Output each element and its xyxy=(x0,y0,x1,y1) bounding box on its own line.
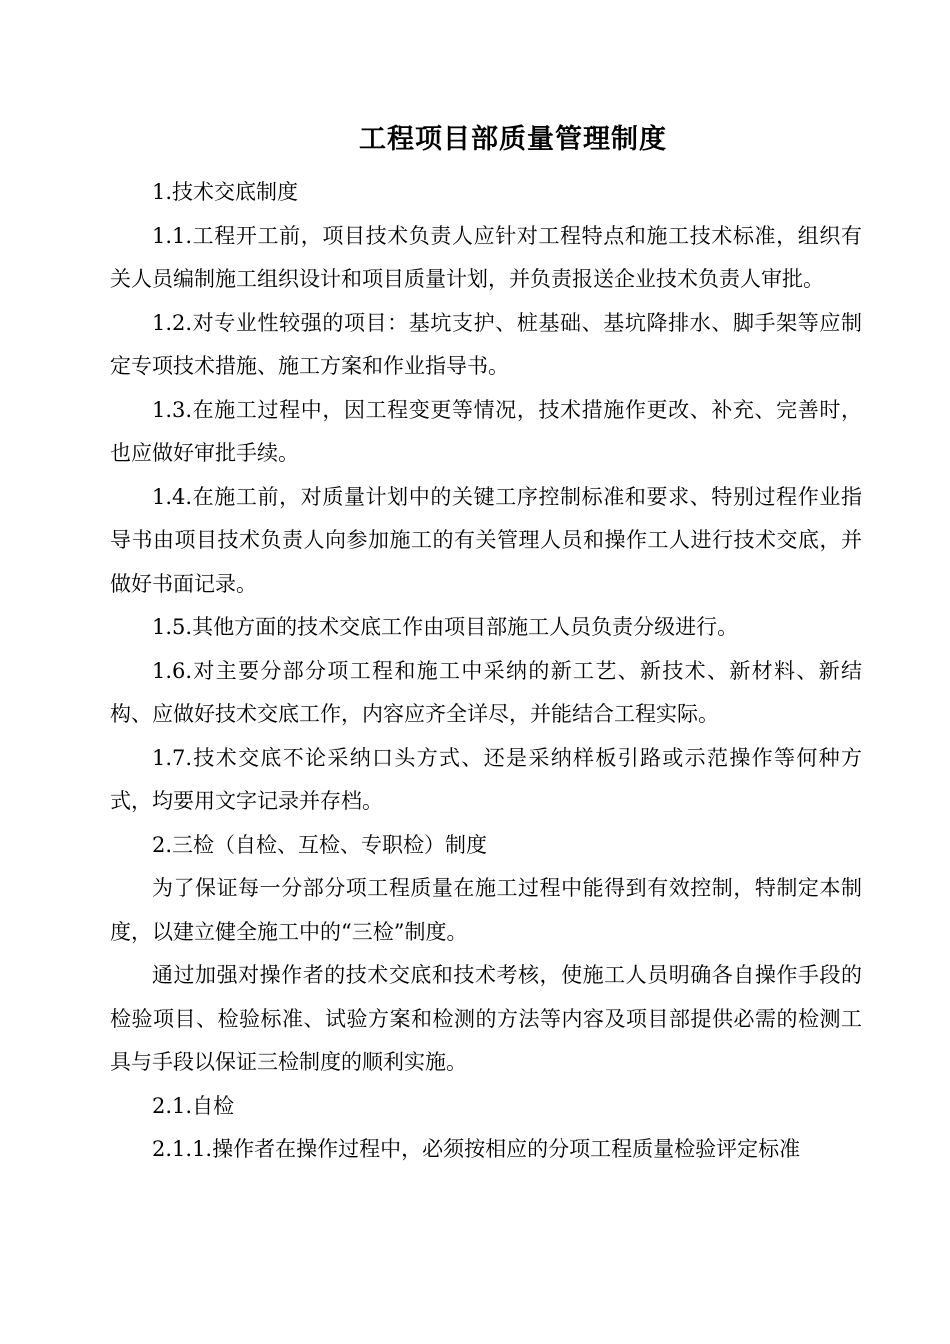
document-title: 工程项目部质量管理制度 xyxy=(359,124,667,155)
paragraph-1-7: 1.7.技术交底不论采纳口头方式、还是采纳样板引路或示范操作等何种方式，均要用文字记录并存档。 xyxy=(110,745,862,813)
paragraph-1-6: 1.6.对主要分部分项工程和施工中采纳的新工艺、新技术、新材料、新结构、应做好技术交底工作，内容应齐全详尽，并能结合工程实际。 xyxy=(110,658,862,726)
paragraph-heading-2-1: 2.1.自检 xyxy=(152,1093,235,1118)
paragraph-1-1: 1.1.工程开工前，项目技术负责人应针对工程特点和施工技术标准，组织有关人员编制施工组织设计和项目质量计划，并负责报送企业技术负责人审批。 xyxy=(110,223,862,291)
paragraph-heading-1: 1.技术交底制度 xyxy=(152,180,299,204)
paragraph-1-3: 1.3.在施工过程中，因工程变更等情况，技术措施作更改、补充、完善时，也应做好审批手续。 xyxy=(110,397,862,465)
paragraph-1-5: 1.5.其他方面的技术交底工作由项目部施工人员负责分级进行。 xyxy=(152,615,739,639)
paragraph-heading-2: 2.三检（自检、互检、专职检）制度 xyxy=(152,832,488,857)
paragraph-2-method: 通过加强对操作者的技术交底和技术考核，使施工人员明确各自操作手段的检验项目、检验标准、试验方案和检测的方法等内容及项目部提供必需的检测工具与手段以保证三检制度的顺利实施。 xyxy=(110,963,862,1074)
document-body xyxy=(110,171,862,1172)
paragraph-2-1-1: 2.1.1.操作者在操作过程中，必须按相应的分项工程质量检验评定标准 xyxy=(152,1137,801,1161)
paragraph-1-2: 1.2.对专业性较强的项目：基坑支护、桩基础、基坑降排水、脚手架等应制定专项技术措施、施工方案和作业指导书。 xyxy=(110,310,862,378)
paragraph-1-4: 1.4.在施工前，对质量计划中的关键工序控制标准和要求、特别过程作业指导书由项目技术负责人向参加施工的有关管理人员和操作工人进行技术交底，并做好书面记录。 xyxy=(110,484,862,596)
paragraph-2-intro: 为了保证每一分部分项工程质量在施工过程中能得到有效控制，特制定本制度，以建立健全施工中的“三检”制度。 xyxy=(110,876,862,944)
